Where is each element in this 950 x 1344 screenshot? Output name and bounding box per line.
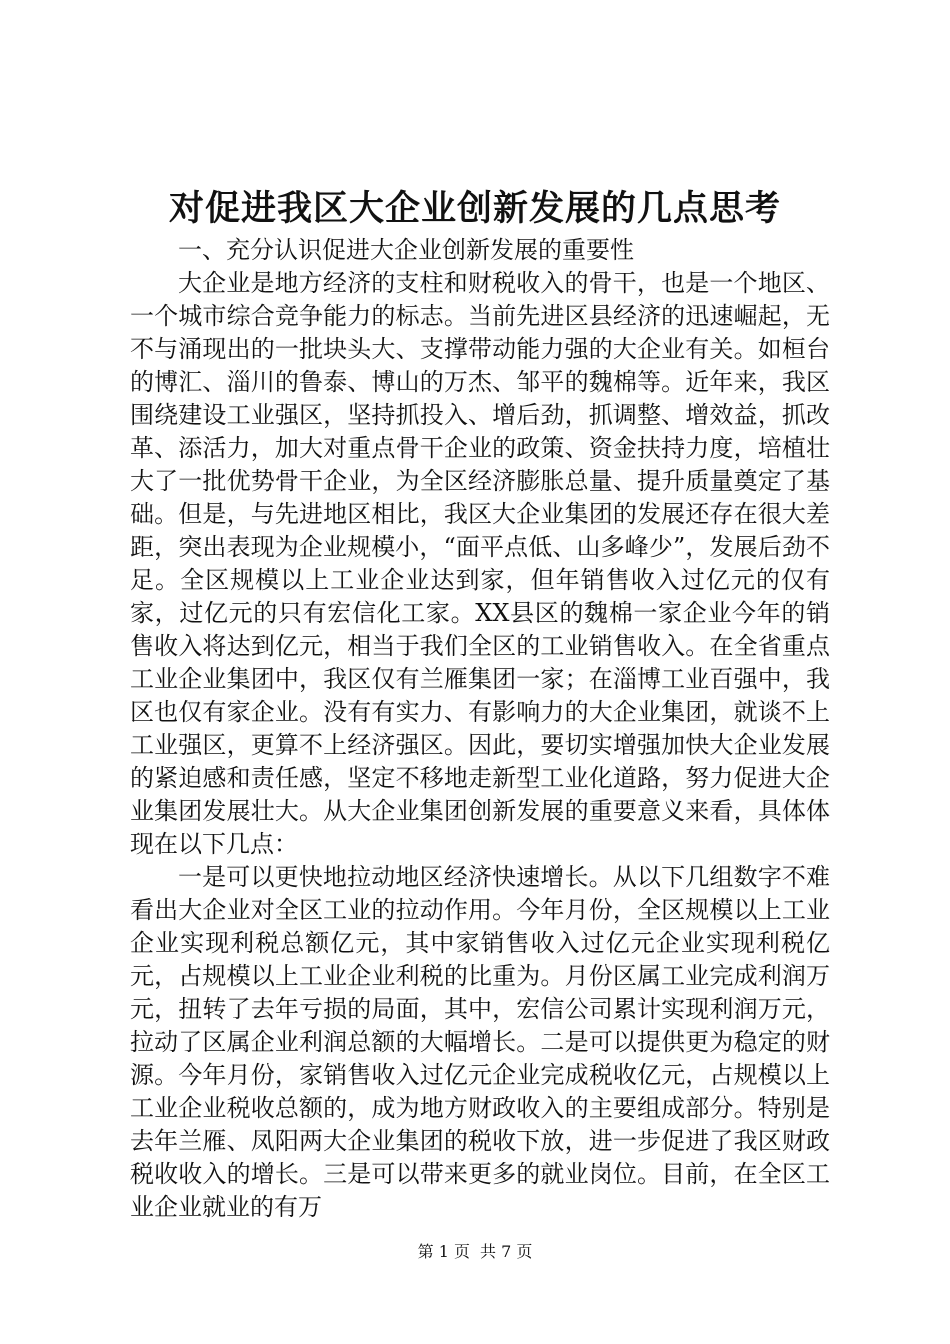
section-heading: 一、充分认识促进大企业创新发展的重要性 [178, 236, 634, 264]
page-number: 第 1 页 [417, 1242, 470, 1261]
document-title: 对促进我区大企业创新发展的几点思考 [168, 188, 781, 229]
paragraph: 大企业是地方经济的支柱和财税收入的骨干，也是一个地区、一个城市综合竞争能力的标志。当前先进区县经济的迅速崛起，无不与涌现出的一批块头大、支撑带动能力强的大企业有关。如桓台的博汇、淄川的鲁泰、博山的万杰、邹平的魏棉等。近年来，我区围绕建设工业强区，坚持抓投入、增后劲，抓调整、增效益，抓改革、添活力，加大对重点骨干企业的政策、资金扶持力度，培植壮大了一批优势骨干企业，为全区经济膨胀总量、提升质量奠定了基础。但是，与先进地区相比，我区大企业集团的发展还存在很大差距，突出表现为企业规模小，“面平点低、山多峰少”，发展后劲不足。全区规模以上工业企业达到家，但年销售收入过亿元的仅有家，过亿元的只有宏信化工家。XX县区的魏棉一家企业今年的销售收入将达到亿元，相当于我们全区的工业销售收入。在全省重点工业企业集团中，我区仅有兰雁集团一家；在淄博工业百强中，我区也仅有家企业。没有有实力、有影响力的大企业集团，就谈不上工业强区，更算不上经济强区。因此，要切实增强加快大企业发展的紧迫感和责任感，坚定不移地走新型工业化道路，努力促进大企业集团发展壮大。从大企业集团创新发展的重要意义来看，具体体现在以下几点： [130, 269, 830, 858]
document-body [130, 234, 830, 1224]
page-total: 共 7 页 [480, 1242, 533, 1261]
page-footer [0, 1241, 950, 1263]
paragraph: 一是可以更快地拉动地区经济快速增长。从以下几组数字不难看出大企业对全区工业的拉动作用。今年月份，全区规模以上工业企业实现利税总额亿元，其中家销售收入过亿元企业实现利税亿元，占规模以上工业企业利税的比重为。月份区属工业完成利润万元，扭转了去年亏损的局面，其中，宏信公司累计实现利润万元，拉动了区属企业利润总额的大幅增长。二是可以提供更为稳定的财源。今年月份，家销售收入过亿元企业完成税收亿元，占规模以上工业企业税收总额的，成为地方财政收入的主要组成部分。特别是去年兰雁、凤阳两大企业集团的税收下放，进一步促进了我区财政税收收入的增长。三是可以带来更多的就业岗位。目前，在全区工业企业就业的有万 [130, 863, 830, 1221]
